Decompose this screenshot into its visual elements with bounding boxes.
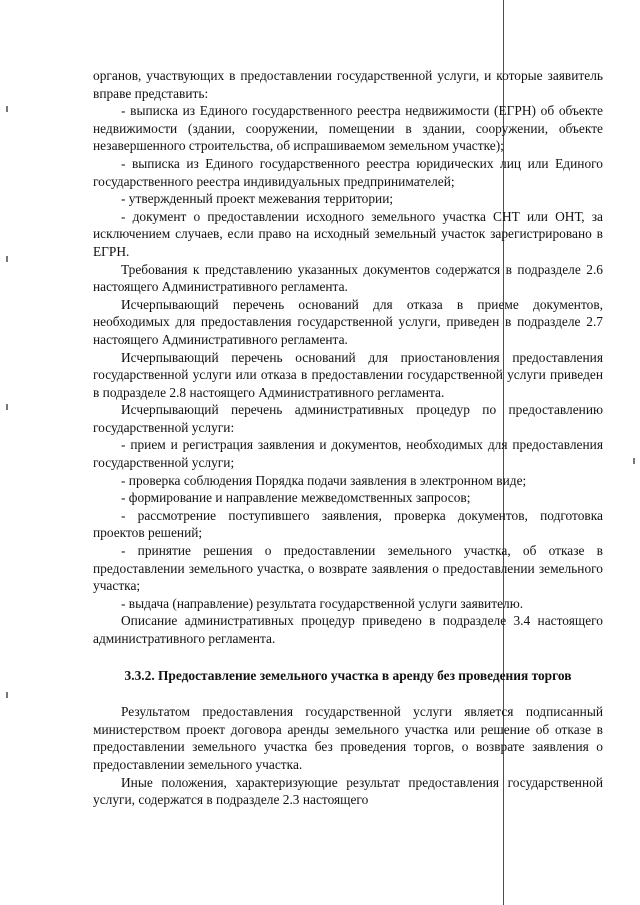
paragraph: Результатом предоставления государственной услуги является подписанный министерством проект договора аренды земельного участка или решение об отказе в предоставлении земельного участка без проведения торгов, о возврате заявления о предоставлении земельного участка.: [93, 704, 603, 772]
paragraph: - выписка из Единого государственного реестра юридических лиц или Единого государственного реестра индивидуальных предпринимателей;: [93, 155, 603, 189]
scan-speck: [6, 692, 8, 698]
paragraph: Требования к представлению указанных документов содержатся в подразделе 2.6 настоящего Административного регламента.: [93, 261, 603, 295]
scan-speck: [6, 404, 8, 410]
paragraph: Иные положения, характеризующие результат предоставления государственной услуги, содержатся в подразделе 2.3 настоящего: [93, 774, 603, 808]
document-body: [93, 67, 603, 809]
paragraph: - утвержденный проект межевания территории;: [121, 191, 394, 207]
paragraph: - выдача (направление) результата государственной услуги заявителю.: [121, 595, 524, 611]
paragraph: - выписка из Единого государственного реестра недвижимости (ЕГРН) об объекте недвижимости (здании, сооружении, помещении в здании, сооружении, объекте незавершенного строительства, об испрашиваемом земельном участке);: [93, 103, 603, 154]
paragraph: Исчерпывающий перечень административных процедур по предоставлению государственной услуги:: [93, 402, 603, 435]
paragraph: - документ о предоставлении исходного земельного участка СНТ или ОНТ, за исключением случаев, если право на исходный земельный участок зарегистрировано в ЕГРН.: [93, 208, 603, 259]
paragraph: - принятие решения о предоставлении земельного участка, об отказе в предоставлении земельного участка, о возврате заявления о предоставлении земельного участка;: [93, 543, 603, 594]
paragraph: - прием и регистрация заявления и документов, необходимых для предоставления государственной услуги;: [93, 437, 603, 471]
paragraph: - рассмотрение поступившего заявления, проверка документов, подготовка проектов решений;: [93, 507, 603, 541]
paragraph: органов, участвующих в предоставлении государственной услуги, и которые заявитель вправе представить:: [93, 68, 603, 101]
section-heading: 3.3.2. Предоставление земельного участка в аренду без проведения торгов: [124, 667, 572, 683]
paragraph: Исчерпывающий перечень оснований для отказа в приеме документов, необходимых для предоставления государственной услуги, приведен в подразделе 2.7 настоящего Административного регламента.: [93, 296, 603, 347]
scan-speck: [633, 458, 635, 464]
paragraph: Описание административных процедур приведено в подразделе 3.4 настоящего административного регламента.: [93, 613, 603, 646]
paragraph: Исчерпывающий перечень оснований для приостановления предоставления государственной услуги или отказа в предоставлении государственной услуги приведен в подразделе 2.8 настоящего Административного регламента.: [93, 349, 603, 400]
scan-speck: [6, 106, 8, 112]
scan-speck: [6, 256, 8, 262]
paragraph: - проверка соблюдения Порядка подачи заявления в электронном виде;: [121, 472, 527, 488]
paragraph: - формирование и направление межведомственных запросов;: [121, 490, 471, 506]
